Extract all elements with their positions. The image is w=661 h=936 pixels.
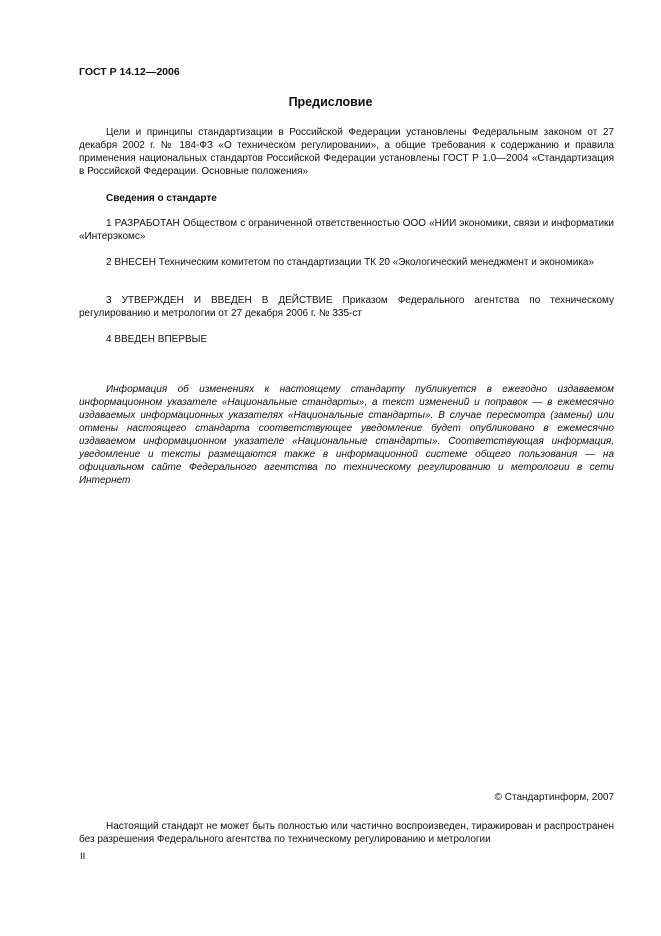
- changes-notice: [79, 383, 614, 487]
- page-number: II: [80, 851, 86, 862]
- reproduction-notice: [79, 820, 614, 846]
- info-item-4: [79, 333, 614, 346]
- preface-intro: [79, 126, 614, 178]
- preface-intro-text: Цели и принципы стандартизации в Российской Федерации установлены Федеральным законом от 27 декабря 2002 г. № 184-ФЗ «О техническом регулировании», а общие требования к содержанию и правила применения национальных стандартов Российской Федерации установлены ГОСТ Р 1.0—2004 «Стандартизация в Российской Федерации. Основные положения»: [79, 127, 614, 177]
- info-item-text: 3 УТВЕРЖДЕН И ВВЕДЕН В ДЕЙСТВИЕ Приказом Федерального агентства по техническому регулированию и метрологии от 27 декабря 2006 г. № 335-ст: [79, 295, 614, 319]
- info-item-1: [79, 217, 614, 243]
- document-id: ГОСТ Р 14.12—2006: [79, 66, 180, 78]
- info-item-text: 4 ВВЕДЕН ВПЕРВЫЕ: [106, 334, 208, 345]
- info-heading: Сведения о стандарте: [106, 193, 217, 204]
- info-item-text: 2 ВНЕСЕН Техническим комитетом по стандартизации ТК 20 «Экологический менеджмент и экономика»: [106, 257, 595, 268]
- info-item-2: [79, 256, 614, 269]
- changes-notice-text: Информация об изменениях к настоящему стандарту публикуется в ежегодно издаваемом информационном указателе «Национальные стандарты», а текст изменений и поправок — в ежемесячно издаваемых информационных указателях «Национальные стандарты». В случае пересмотра (замены) или отмены настоящего стандарта соответствующее уведомление будет опубликовано в ежемесячно издаваемом информационном указателе «Национальные стандарты». Соответствующая информация, уведомление и тексты размещаются также в информационной системе общего пользования — на официальном сайте Федерального агентства по техническому регулированию и метрологии в сети Интернет: [79, 384, 614, 486]
- info-item-text: 1 РАЗРАБОТАН Обществом с ограниченной ответственностью ООО «НИИ экономики, связи и информатики «Интерэкомс»: [79, 218, 614, 242]
- copyright-line: © Стандартинформ, 2007: [494, 792, 614, 803]
- preface-title: Предисловие: [288, 95, 373, 109]
- info-item-3: [79, 294, 614, 320]
- reproduction-notice-text: Настоящий стандарт не может быть полностью или частично воспроизведен, тиражирован и распространен без разрешения Федерального агентства по техническому регулированию и метрологии: [79, 821, 614, 845]
